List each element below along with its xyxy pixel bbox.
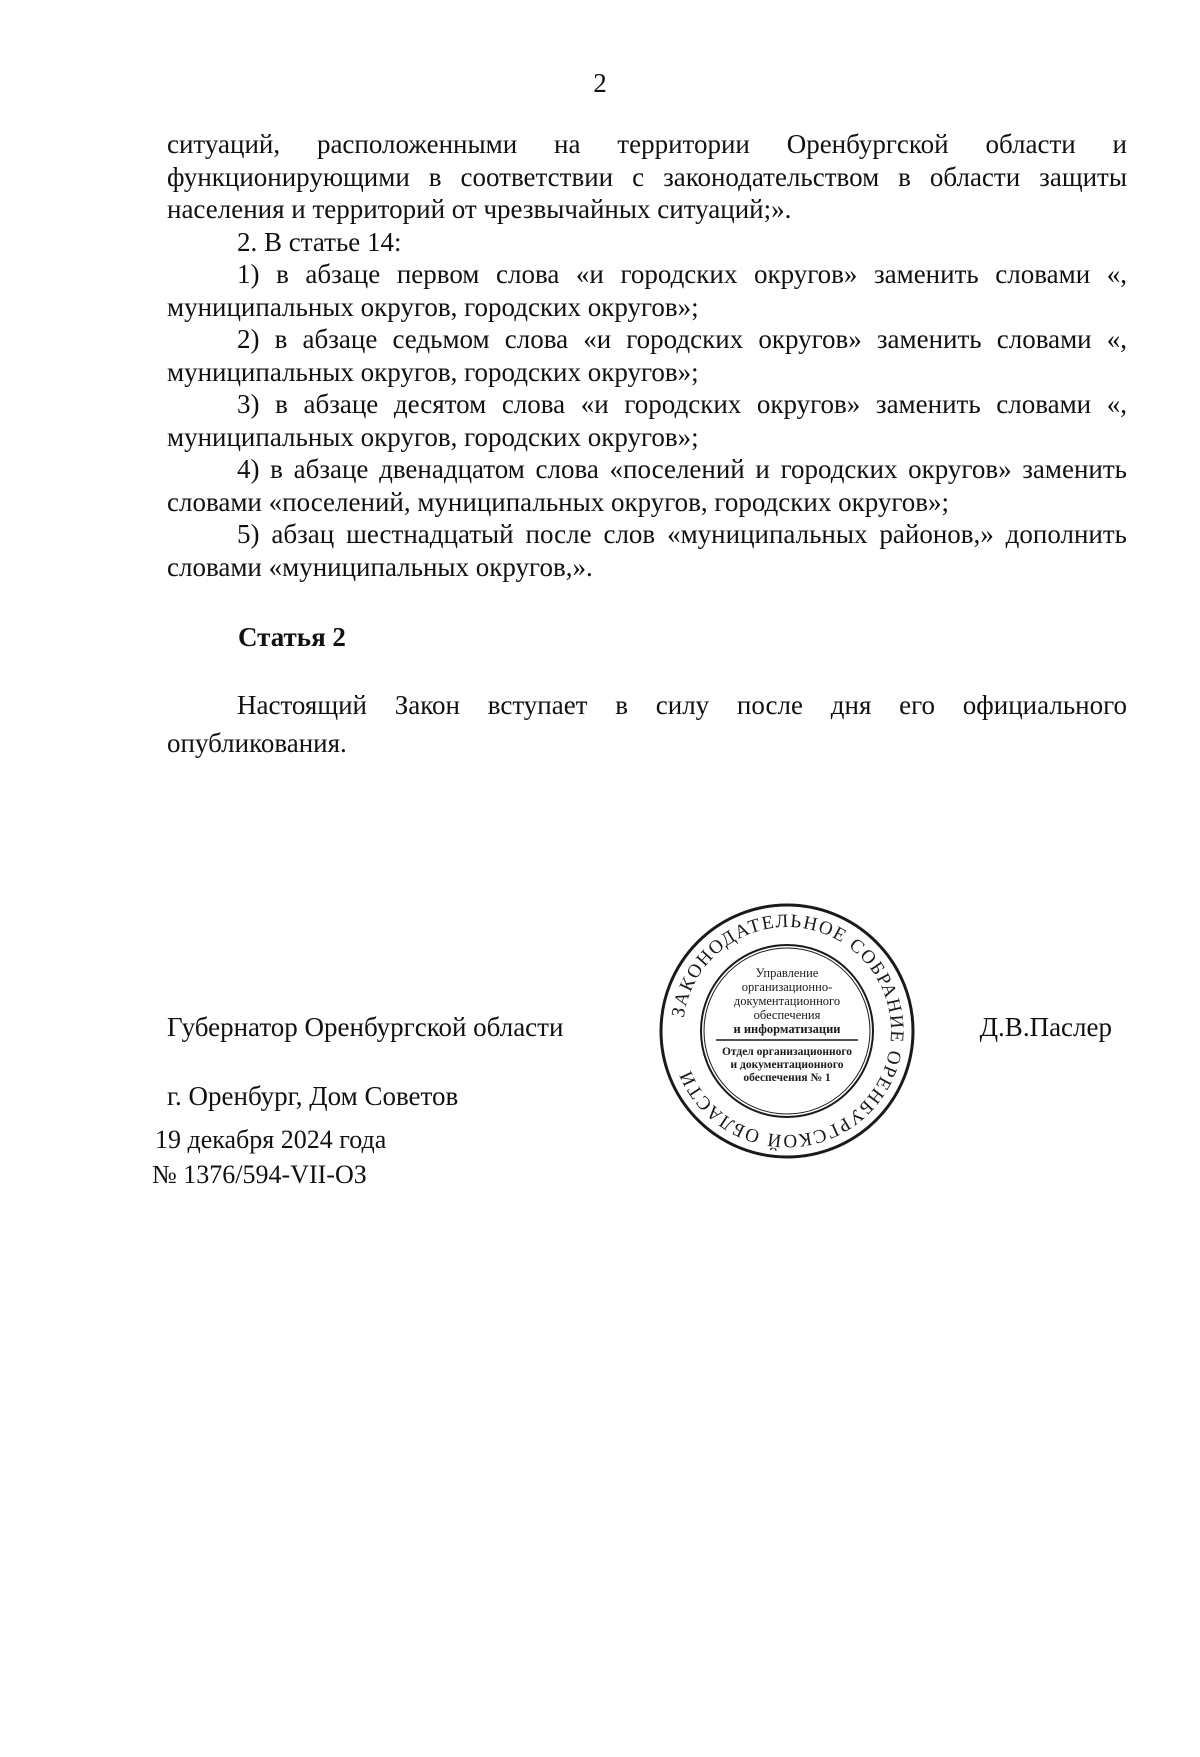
signatory-name: Д.В.Паслер (979, 1012, 1112, 1042)
seal-ring-text: ЗАКОНОДАТЕЛЬНОЕ СОБРАНИЕ ОРЕНБУРГСКОЙ ОБЛАСТИ (667, 910, 908, 1152)
paragraph-article14-intro: 2. В статье 14: (237, 226, 402, 257)
law-number: № 1376/594-VII-ОЗ (152, 1160, 367, 1189)
signatory-title: Губернатор Оренбургской области (167, 1012, 564, 1042)
amendments-text (167, 128, 1127, 583)
paragraph-item-1: 1) в абзаце первом слова «и городских округов» заменить словами «, муниципальных округов, городских округов»; (167, 259, 1127, 322)
page-number: 2 (593, 68, 607, 98)
article-2-body (167, 686, 1127, 762)
svg-text:Отдел организационного: Отдел организационного (721, 1046, 853, 1058)
svg-text:Управление: Управление (755, 966, 819, 980)
paragraph-continuation: ситуаций, расположенными на территории Оренбургской области и функционирующими в соответствии с законодательством в области защиты населения и территорий от чрезвычайных ситуаций;». (167, 129, 1127, 224)
paragraph-item-5: 5) абзац шестнадцатый после слов «муниципальных районов,» дополнить словами «муниципальных округов,». (167, 519, 1127, 582)
svg-text:обеспечения: обеспечения (753, 1008, 821, 1022)
official-seal (656, 900, 918, 1162)
svg-text:и документационного: и документационного (730, 1059, 844, 1071)
signing-place: г. Оренбург, Дом Советов (167, 1081, 459, 1111)
svg-text:документационного: документационного (733, 994, 841, 1008)
signing-date: 19 декабря 2024 года (155, 1125, 387, 1154)
article-2-heading: Статья 2 (238, 622, 346, 652)
paragraph-item-3: 3) в абзаце десятом слова «и городских округов» заменить словами «, муниципальных округов, городских округов»; (167, 389, 1127, 452)
svg-text:и информатизации: и информатизации (733, 1022, 841, 1036)
svg-text:организационно-: организационно- (741, 980, 833, 994)
svg-text:обеспечения № 1: обеспечения № 1 (743, 1072, 831, 1084)
article-2-paragraph: Настоящий Закон вступает в силу после дня его официального опубликования. (167, 690, 1127, 758)
paragraph-item-2: 2) в абзаце седьмом слова «и городских округов» заменить словами «, муниципальных округов, городских округов»; (167, 324, 1127, 387)
paragraph-item-4: 4) в абзаце двенадцатом слова «поселений и городских округов» заменить словами «поселений, муниципальных округов, городских округов»; (167, 454, 1127, 517)
